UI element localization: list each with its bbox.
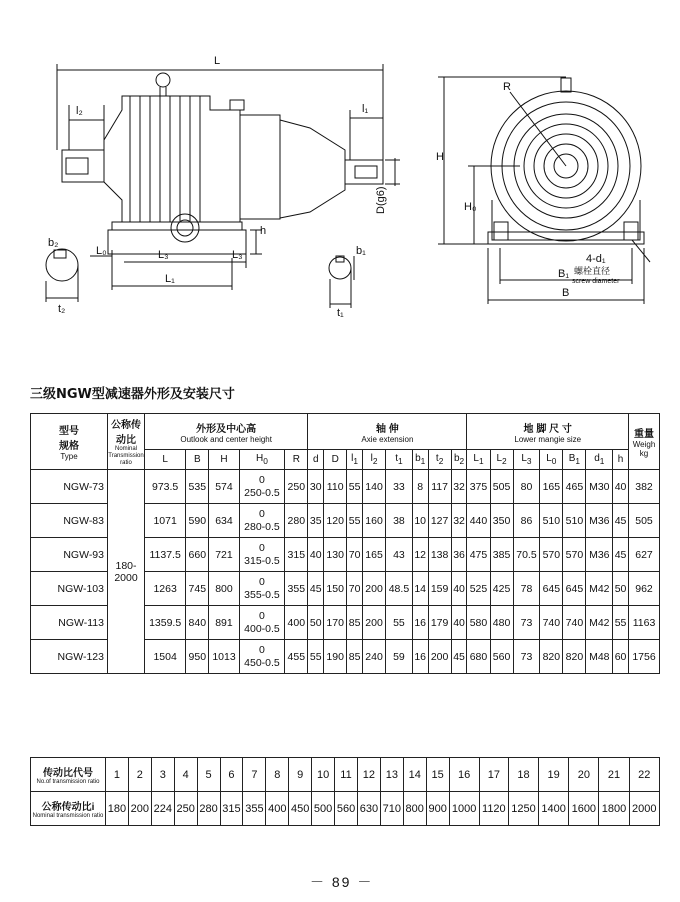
cell-b: 745	[186, 572, 209, 606]
cell-l1: 525	[467, 572, 490, 606]
cell-t2: 159	[428, 572, 451, 606]
ratio-value-cell: 1000	[449, 792, 479, 826]
cell-t1: 43	[386, 538, 413, 572]
cell-b: 950	[186, 640, 209, 674]
cell-d: 45	[308, 572, 324, 606]
cell-t1: 33	[386, 470, 413, 504]
cell-h: 800	[209, 572, 239, 606]
cell-d1: M30	[586, 470, 613, 504]
ratio-code-cell: 6	[220, 758, 243, 792]
cell-d1: M48	[586, 640, 613, 674]
ratio-code-cell: 3	[151, 758, 174, 792]
ratio-value-cell: 250	[174, 792, 197, 826]
cell-l1: 70	[347, 572, 363, 606]
cell-l2: 505	[490, 470, 513, 504]
cell-d: 150	[324, 572, 347, 606]
cell-l2: 385	[490, 538, 513, 572]
cell-t1: 48.5	[386, 572, 413, 606]
page-number: － 89 －	[310, 874, 374, 890]
cell-b1: 12	[412, 538, 428, 572]
ratio-code-cell: 11	[335, 758, 358, 792]
cell-d1: M42	[586, 572, 613, 606]
cell-h: 891	[209, 606, 239, 640]
cell-l2: 160	[363, 504, 386, 538]
ratio-value-cell: 1120	[479, 792, 508, 826]
dim-label-B1: B₁	[558, 268, 570, 280]
spec-table	[30, 413, 660, 674]
ratio-value-cell: 1400	[539, 792, 569, 826]
dim-label-b2: b₂	[48, 237, 59, 249]
ratio-code-cell: 19	[539, 758, 569, 792]
dim-label-L: L	[214, 55, 221, 67]
ratio-code-cell: 17	[479, 758, 508, 792]
cell-l1: 55	[347, 470, 363, 504]
cell-t1: 55	[386, 606, 413, 640]
cell-l1: 55	[347, 504, 363, 538]
dim-label-L3-b: L₃	[232, 249, 243, 261]
ratio-value-header: 公称传动比i Nominal transmission ratio	[31, 792, 106, 826]
ratio-code-cell: 7	[243, 758, 266, 792]
ratio-code-cell: 1	[106, 758, 129, 792]
cell-b: 590	[186, 504, 209, 538]
cell-l1: 85	[347, 606, 363, 640]
ratio-code-cell: 14	[403, 758, 426, 792]
dim-label-H0: H₀	[464, 201, 477, 213]
dim-label-h: h	[260, 225, 267, 237]
column-header-b: B	[186, 450, 209, 470]
cell-l0: 740	[540, 606, 563, 640]
dim-label-t1: t₁	[337, 307, 344, 319]
cell-l1: 475	[467, 538, 490, 572]
cell-type: NGW-73	[31, 470, 108, 504]
ratio-code-cell: 10	[312, 758, 335, 792]
cell-b2: 36	[451, 538, 467, 572]
dim-label-4d1: 4-d₁	[586, 253, 606, 265]
ratio-code-cell: 12	[357, 758, 380, 792]
ratio-value-cell: 450	[289, 792, 312, 826]
ratio-code-cell: 15	[426, 758, 449, 792]
header-ratio: 公称传 动比 Nominal Transmission ratio	[108, 414, 145, 470]
cell-h: 45	[613, 538, 629, 572]
cell-weight: 382	[629, 470, 660, 504]
cell-l2: 240	[363, 640, 386, 674]
ratio-value-cell: 200	[128, 792, 151, 826]
cell-l1: 440	[467, 504, 490, 538]
cell-t2: 179	[428, 606, 451, 640]
ratio-value-cell: 1600	[569, 792, 599, 826]
ratio-table	[30, 757, 660, 826]
ratio-code-cell: 21	[599, 758, 629, 792]
cell-l2: 200	[363, 606, 386, 640]
cell-h0: 0 400-0.5	[239, 606, 285, 640]
cell-type: NGW-93	[31, 538, 108, 572]
column-header-t1: $t_1$	[386, 450, 413, 470]
ratio-code-cell: 18	[508, 758, 538, 792]
dim-label-b1: b₁	[356, 245, 366, 257]
cell-d: 120	[324, 504, 347, 538]
cell-l: 973.5	[145, 470, 186, 504]
header-outlook: 外形及中心高 Outlook and center height	[145, 414, 308, 450]
cell-l1: 85	[347, 640, 363, 674]
cell-l3: 73	[513, 640, 540, 674]
cell-t2: 127	[428, 504, 451, 538]
dim-label-R: R	[503, 81, 511, 93]
cell-type: NGW-83	[31, 504, 108, 538]
cell-type: NGW-103	[31, 572, 108, 606]
dim-label-screw-en: screw diameter	[572, 278, 620, 285]
cell-l0: 165	[540, 470, 563, 504]
cell-b: 840	[186, 606, 209, 640]
cell-b1: 510	[563, 504, 586, 538]
cell-l: 1359.5	[145, 606, 186, 640]
cell-b1: 8	[412, 470, 428, 504]
header-type: 型号 规格 Type	[31, 414, 108, 470]
cell-t1: 59	[386, 640, 413, 674]
column-header-d1: $d_1$	[586, 450, 613, 470]
cell-d: 130	[324, 538, 347, 572]
cell-b2: 40	[451, 606, 467, 640]
cell-t2: 200	[428, 640, 451, 674]
cell-r: 455	[285, 640, 308, 674]
ratio-value-cell: 2000	[629, 792, 659, 826]
cell-b: 660	[186, 538, 209, 572]
dim-label-screw-cn: 螺栓直径	[574, 266, 611, 276]
column-header-l0: $L_0$	[540, 450, 563, 470]
cell-h: 574	[209, 470, 239, 504]
cell-type: NGW-113	[31, 606, 108, 640]
ratio-value-cell: 400	[266, 792, 289, 826]
cell-h: 634	[209, 504, 239, 538]
cell-b: 535	[186, 470, 209, 504]
ratio-code-cell: 13	[380, 758, 403, 792]
column-header-l1: $l_1$	[347, 450, 363, 470]
cell-d1: M42	[586, 606, 613, 640]
cell-d: 35	[308, 504, 324, 538]
cell-d: 170	[324, 606, 347, 640]
column-header-d: d	[308, 450, 324, 470]
ratio-code-cell: 8	[266, 758, 289, 792]
dim-label-H: H	[436, 151, 444, 163]
cell-t2: 117	[428, 470, 451, 504]
dim-label-B: B	[562, 287, 570, 299]
header-feet: 地 脚 尺 寸 Lower mangie size	[467, 414, 629, 450]
cell-l0: 645	[540, 572, 563, 606]
column-header-l: L	[145, 450, 186, 470]
cell-h0: 0 280-0.5	[239, 504, 285, 538]
column-header-r: R	[285, 450, 308, 470]
ratio-value-cell: 280	[197, 792, 220, 826]
dim-label-t2: t₂	[58, 303, 66, 315]
cell-h0: 0 315-0.5	[239, 538, 285, 572]
cell-l: 1263	[145, 572, 186, 606]
header-weight: 重量 Weigh kg	[629, 414, 660, 470]
cell-r: 315	[285, 538, 308, 572]
cell-d: 40	[308, 538, 324, 572]
section-caption: 三级NGW型减速器外形及安装尺寸	[30, 387, 235, 402]
cell-l3: 70.5	[513, 538, 540, 572]
column-header-b1: $b_1$	[412, 450, 428, 470]
cell-b1: 570	[563, 538, 586, 572]
ratio-value-cell: 180	[106, 792, 129, 826]
cell-l3: 86	[513, 504, 540, 538]
cell-d1: M36	[586, 504, 613, 538]
cell-b1: 16	[412, 606, 428, 640]
ratio-value-cell: 355	[243, 792, 266, 826]
cell-r: 355	[285, 572, 308, 606]
column-header-b1: $B_1$	[563, 450, 586, 470]
cell-h: 721	[209, 538, 239, 572]
ratio-value-cell: 224	[151, 792, 174, 826]
cell-l: 1137.5	[145, 538, 186, 572]
dim-label-L1: L₁	[165, 273, 175, 285]
ratio-code-cell: 16	[449, 758, 479, 792]
cell-t2: 138	[428, 538, 451, 572]
cell-weight: 505	[629, 504, 660, 538]
cell-b1: 10	[412, 504, 428, 538]
cell-l0: 820	[540, 640, 563, 674]
cell-l2: 560	[490, 640, 513, 674]
ratio-value-cell: 900	[426, 792, 449, 826]
column-header-h: H	[209, 450, 239, 470]
ratio-value-cell: 560	[335, 792, 358, 826]
cell-b1: 820	[563, 640, 586, 674]
cell-t1: 38	[386, 504, 413, 538]
ratio-code-header: 传动比代号 No.of transmission ratio	[31, 758, 106, 792]
cell-type: NGW-123	[31, 640, 108, 674]
ratio-code-cell: 22	[629, 758, 659, 792]
cell-l3: 73	[513, 606, 540, 640]
cell-h: 45	[613, 504, 629, 538]
cell-d1: M36	[586, 538, 613, 572]
cell-b1: 14	[412, 572, 428, 606]
cell-h0: 0 250-0.5	[239, 470, 285, 504]
technical-drawing	[0, 0, 680, 370]
cell-d: 55	[308, 640, 324, 674]
cell-nominal-ratio: 180- 2000	[108, 470, 145, 674]
cell-l2: 350	[490, 504, 513, 538]
ratio-value-cell: 710	[380, 792, 403, 826]
cell-b1: 465	[563, 470, 586, 504]
ratio-value-cell: 1800	[599, 792, 629, 826]
column-header-l3: $L_3$	[513, 450, 540, 470]
column-header-h: h	[613, 450, 629, 470]
cell-l2: 480	[490, 606, 513, 640]
ratio-code-cell: 20	[569, 758, 599, 792]
ratio-value-cell: 630	[357, 792, 380, 826]
cell-h: 55	[613, 606, 629, 640]
cell-b1: 16	[412, 640, 428, 674]
column-header-t2: $t_2$	[428, 450, 451, 470]
cell-l0: 510	[540, 504, 563, 538]
cell-l3: 80	[513, 470, 540, 504]
cell-d: 190	[324, 640, 347, 674]
dim-label-D: D(g6)	[375, 186, 387, 214]
dim-label-L0: L₀	[96, 245, 107, 257]
ratio-code-cell: 9	[289, 758, 312, 792]
dim-label-l2: l₂	[76, 105, 83, 117]
cell-l3: 78	[513, 572, 540, 606]
cell-l1: 580	[467, 606, 490, 640]
cell-h: 60	[613, 640, 629, 674]
cell-l2: 140	[363, 470, 386, 504]
cell-r: 400	[285, 606, 308, 640]
cell-weight: 1163	[629, 606, 660, 640]
dim-label-l1: l₁	[362, 103, 369, 115]
ratio-code-cell: 2	[128, 758, 151, 792]
cell-l0: 570	[540, 538, 563, 572]
column-header-b2: $b_2$	[451, 450, 467, 470]
table-row	[31, 470, 660, 504]
cell-b2: 40	[451, 572, 467, 606]
column-header-d: D	[324, 450, 347, 470]
cell-b1: 740	[563, 606, 586, 640]
header-axle: 轴 伸 Axie extension	[308, 414, 467, 450]
cell-l2: 165	[363, 538, 386, 572]
cell-b1: 645	[563, 572, 586, 606]
cell-l1: 70	[347, 538, 363, 572]
cell-l1: 375	[467, 470, 490, 504]
dim-label-L3-a: L₃	[158, 249, 169, 261]
column-header-l1: $L_1$	[467, 450, 490, 470]
cell-b2: 32	[451, 470, 467, 504]
cell-h: 50	[613, 572, 629, 606]
cell-d: 50	[308, 606, 324, 640]
cell-r: 250	[285, 470, 308, 504]
cell-h: 40	[613, 470, 629, 504]
cell-r: 280	[285, 504, 308, 538]
cell-b2: 32	[451, 504, 467, 538]
column-header-h0: $H_0$	[239, 450, 285, 470]
ratio-value-cell: 1250	[508, 792, 538, 826]
cell-weight: 962	[629, 572, 660, 606]
cell-d: 110	[324, 470, 347, 504]
ratio-code-cell: 5	[197, 758, 220, 792]
cell-l: 1071	[145, 504, 186, 538]
cell-h: 1013	[209, 640, 239, 674]
cell-h0: 0 355-0.5	[239, 572, 285, 606]
column-header-l2: $L_2$	[490, 450, 513, 470]
ratio-value-cell: 500	[312, 792, 335, 826]
cell-l2: 200	[363, 572, 386, 606]
cell-weight: 1756	[629, 640, 660, 674]
cell-b2: 45	[451, 640, 467, 674]
column-header-l2: $l_2$	[363, 450, 386, 470]
cell-weight: 627	[629, 538, 660, 572]
cell-h0: 0 450-0.5	[239, 640, 285, 674]
cell-l1: 680	[467, 640, 490, 674]
cell-l: 1504	[145, 640, 186, 674]
ratio-value-cell: 315	[220, 792, 243, 826]
ratio-code-cell: 4	[174, 758, 197, 792]
ratio-value-cell: 800	[403, 792, 426, 826]
cell-l2: 425	[490, 572, 513, 606]
cell-d: 30	[308, 470, 324, 504]
